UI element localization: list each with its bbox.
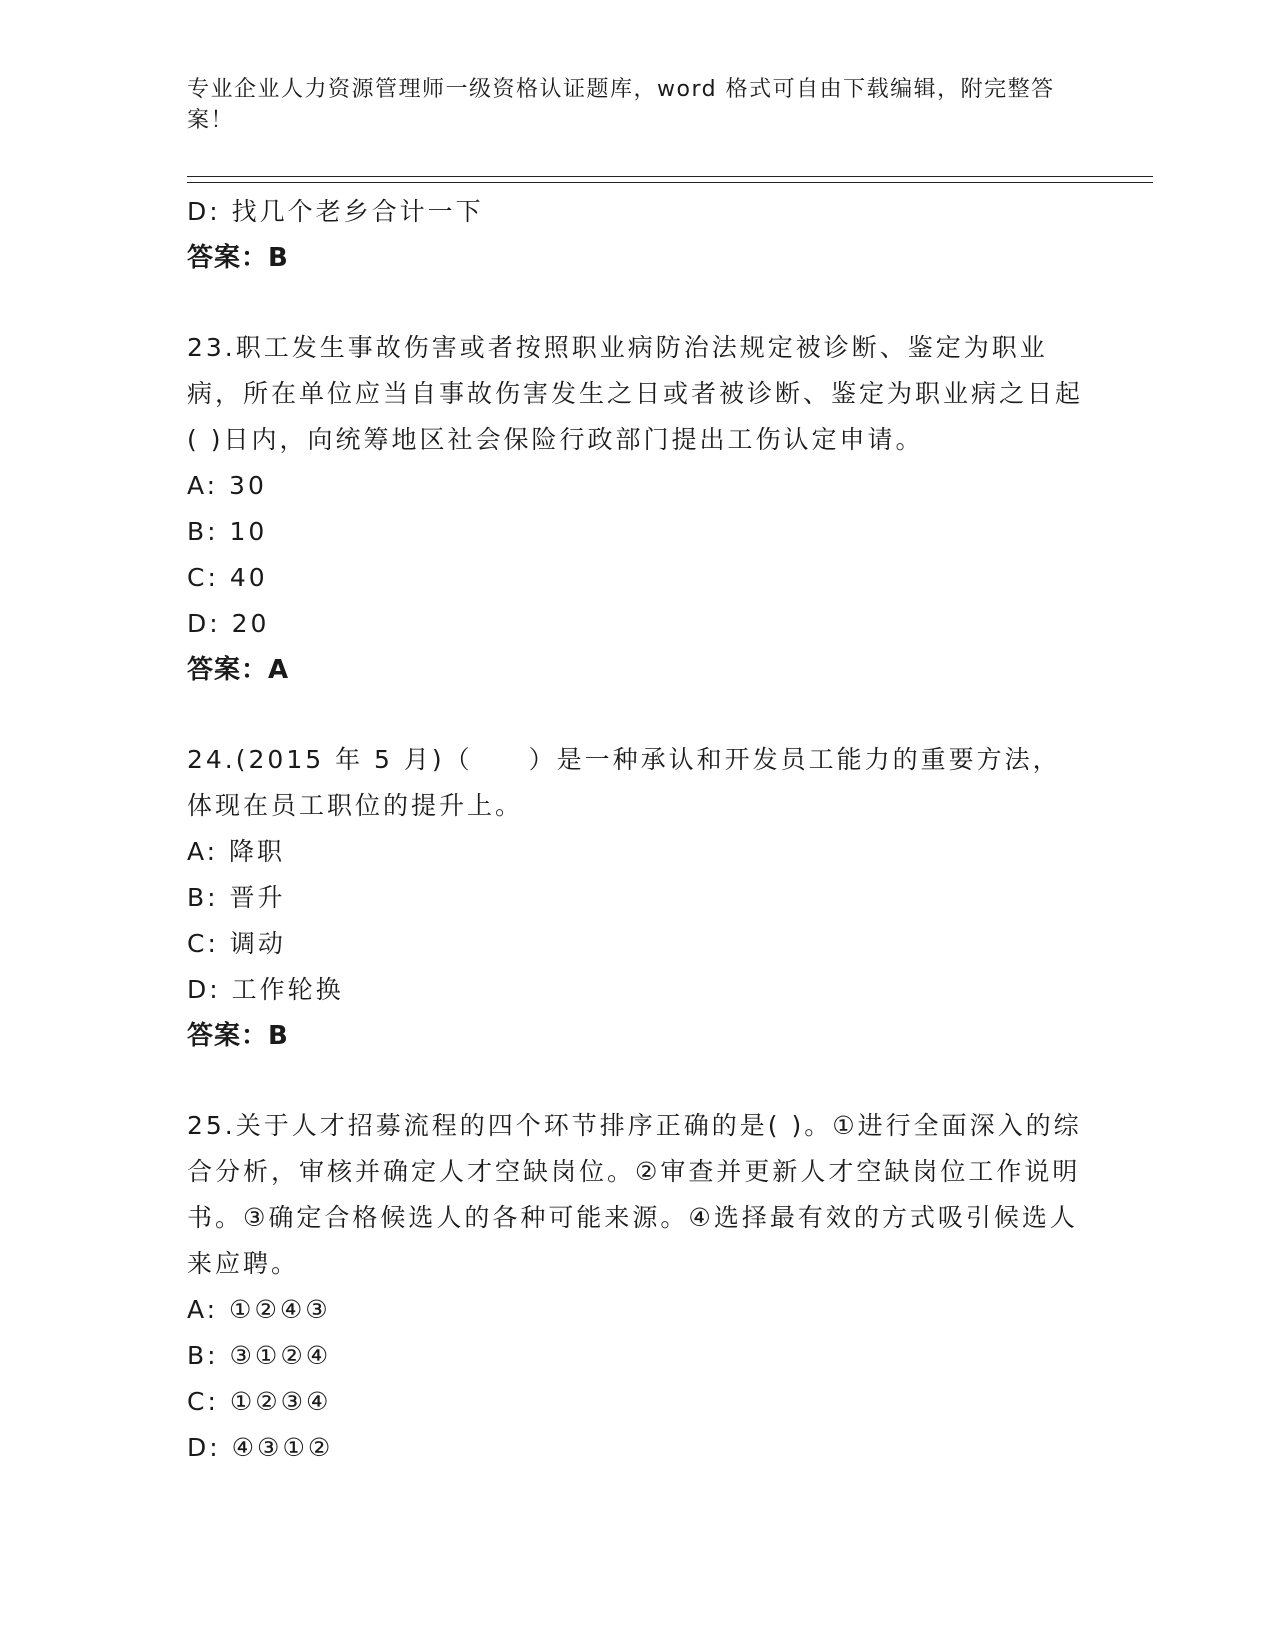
- question-list: [187, 189, 1087, 1471]
- option-c: C: 调动: [187, 929, 286, 958]
- question-text: 23.职工发生事故伤害或者按照职业病防治法规定被诊断、鉴定为职业病，所在单位应当自事故伤害发生之日或者被诊断、鉴定为职业病之日起( )日内，向统筹地区社会保险行政部门提出工伤认定申请。: [187, 333, 1084, 454]
- option-d: D: ④③①②: [187, 1433, 334, 1462]
- option-d: D: 20: [187, 609, 270, 638]
- question-24: [187, 737, 1087, 1059]
- option-d: D: 找几个老乡合计一下: [187, 197, 484, 226]
- option-b: B: 晋升: [187, 883, 286, 912]
- option-b: B: 10: [187, 517, 268, 546]
- option-c: C: 40: [187, 563, 268, 592]
- answer-line: 答案：B: [187, 1021, 289, 1051]
- option-d: D: 工作轮换: [187, 975, 344, 1004]
- header-rule-top: [187, 176, 1153, 177]
- spacer: [187, 1059, 1087, 1103]
- spacer: [187, 281, 1087, 325]
- question-text: 24.(2015 年 5 月)（ ）是一种承认和开发员工能力的重要方法，体现在员工职位的提升上。: [187, 745, 1061, 820]
- question-23: [187, 325, 1087, 693]
- option-c: C: ①②③④: [187, 1387, 332, 1416]
- header-rule-bottom: [187, 182, 1153, 183]
- option-a: A: 降职: [187, 837, 286, 866]
- question-25: [187, 1103, 1087, 1471]
- option-a: A: ①②④③: [187, 1295, 331, 1324]
- option-b: B: ③①②④: [187, 1341, 332, 1370]
- answer-line: 答案：B: [187, 243, 289, 273]
- page-header: 专业企业人力资源管理师一级资格认证题库，word 格式可自由下载编辑，附完整答案！: [187, 77, 1055, 133]
- answer-line: 答案：A: [187, 655, 290, 685]
- question-text: 25.关于人才招募流程的四个环节排序正确的是( )。①进行全面深入的综合分析，审核并确定人才空缺岗位。②审查并更新人才空缺岗位工作说明书。③确定合格候选人的各种可能来源。④选择最有效的方式吸引候选人来应聘。: [187, 1111, 1082, 1278]
- option-a: A: 30: [187, 471, 267, 500]
- spacer: [187, 693, 1087, 737]
